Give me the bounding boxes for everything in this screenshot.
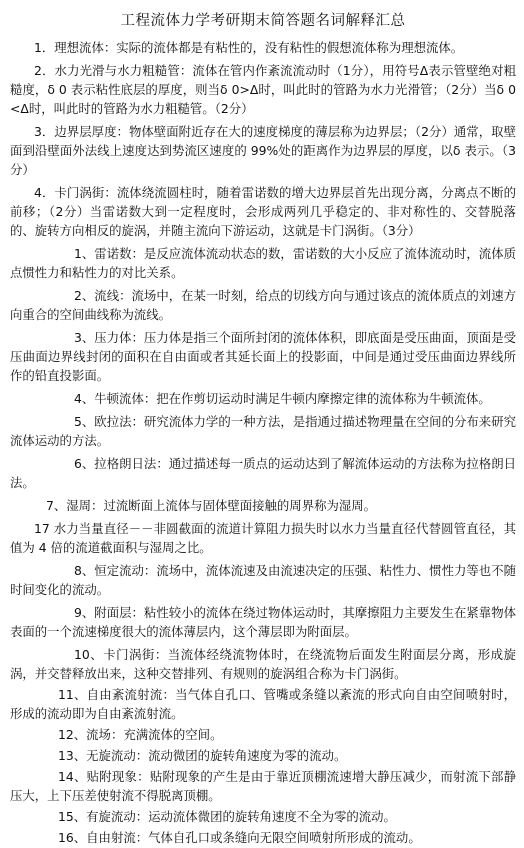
definition-newtonian-fluid: 4、牛顿流体：把在作剪切运动时满足牛顿内摩擦定律的流体称为牛顿流体。 xyxy=(74,391,491,406)
definition-free-jet: 16、自由射流：气体自孔口或条缝向无限空间喷射所形成的流动。 xyxy=(58,830,421,845)
definition-reynolds-number: 1、雷诺数：是反应流体流动状态的数，雷诺数的大小反应了流体流动时，流体质点惯性力和粘性力的对比关系。 xyxy=(10,246,516,280)
definition-hydraulic-smooth-rough: 2．水力光滑与水力粗糙管：流体在管内作紊流流动时（1分），用符号Δ表示管壁绝对粗糙度，δ 0 表示粘性底层的厚度，则当δ 0>Δ时，叫此时的管路为水力光滑管；（2分）当δ 0<Δ时，叫此时的管路为水力粗糙管。（2分） xyxy=(10,63,516,116)
definition-attached-layer: 9、附面层：粘性较小的流体在绕过物体运动时，其摩擦阻力主要发生在紧靠物体表面的一个流速梯度很大的流体薄层内，这个薄层即为附面层。 xyxy=(10,605,516,639)
definition-free-turbulent-jet: 11、自由紊流射流：当气体自孔口、管嘴或条缝以紊流的形式向自由空间喷射时，形成的流动即为自由紊流射流。 xyxy=(10,687,516,721)
definition-rotational-flow: 15、有旋流动：运动流体微团的旋转角速度不全为零的流动。 xyxy=(58,809,396,824)
definition-ideal-fluid: 1．理想流体：实际的流体都是有粘性的，没有粘性的假想流体称为理想流体。 xyxy=(34,40,464,55)
definition-flow-field: 12、流场：充满流体的空间。 xyxy=(58,727,223,742)
definition-euler-method: 5、欧拉法：研究流体力学的一种方法，是指通过描述物理量在空间的分布来研究流体运动的方法。 xyxy=(10,414,516,448)
definition-lagrange-method: 6、拉格朗日法：通过描述每一质点的运动达到了解流体运动的方法称为拉格朗日法。 xyxy=(10,456,516,490)
definition-streamline: 2、流线：流场中，在某一时刻，给点的切线方向与通过该点的流体质点的刘速方向重合的空间曲线称为流线。 xyxy=(10,288,516,322)
definition-boundary-layer-thickness: 3．边界层厚度：物体壁面附近存在大的速度梯度的薄层称为边界层；（2分）通常，取壁面到沿壁面外法线上速度达到势流区速度的 99%处的距离作为边界层的厚度，以δ 表示。（3分） xyxy=(10,124,516,177)
definition-coanda-effect: 14、贴附现象：贴附现象的产生是由于靠近顶棚流速增大静压减少，而射流下部静压大，上下压差使射流不得脱离顶棚。 xyxy=(10,769,516,803)
document-title: 工程流体力学考研期末简答题名词解释汇总 xyxy=(120,13,406,29)
definition-irrotational-flow: 13、无旋流动：流动微团的旋转角速度为零的流动。 xyxy=(58,748,347,763)
definition-karman-vortex-street: 4．卡门涡街：流体绕流圆柱时，随着雷诺数的增大边界层首先出现分离，分离点不断的前移；（2分）当雷诺数大到一定程度时，会形成两列几乎稳定的、非对称性的、交替脱落的、旋转方向相反的旋涡，并随主流向下游运动，这就是卡门涡街。（3分） xyxy=(10,185,516,238)
definition-steady-flow: 8、恒定流动：流场中，流体流速及由流速决定的压强、粘性力、惯性力等也不随时间变化的流动。 xyxy=(10,563,516,597)
definition-karman-vortex-street-2: 10、卡门涡街：当流体经绕流物体时，在绕流物后面发生附面层分离，形成旋涡，并交替释放出来，这种交替排列、有规则的旋涡组合称为卡门涡街。 xyxy=(10,647,516,681)
definition-wetted-perimeter: 7、湿周：过流断面上流体与固体壁面接触的周界称为湿周。 xyxy=(46,498,377,513)
definition-pressure-body: 3、压力体：压力体是指三个面所封闭的流体体积，即底面是受压曲面，顶面是受压曲面边界线封闭的面积在自由面或者其延长面上的投影面，中间是通过受压曲面边界线所作的铅直投影面。 xyxy=(10,330,516,383)
definition-hydraulic-diameter: 17 水力当量直径－－非圆截面的流道计算阻力损失时以水力当量直径代替圆管直径，其值为 4 倍的流道截面积与湿周之比。 xyxy=(10,521,516,555)
